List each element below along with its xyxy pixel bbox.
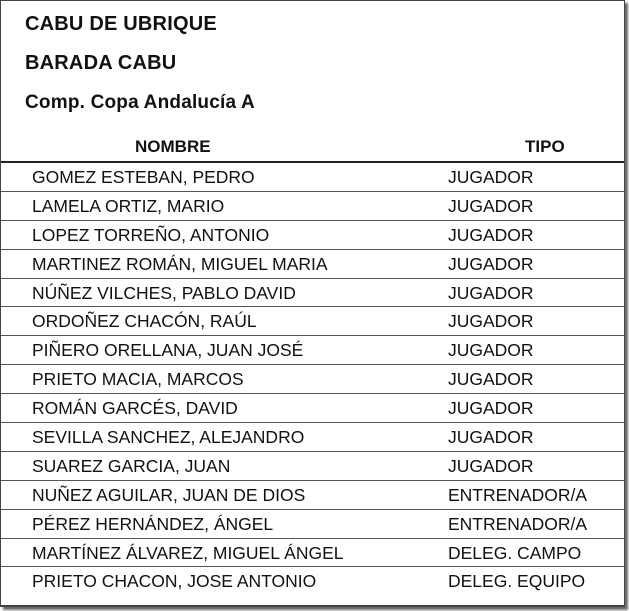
person-name: LAMELA ORTIZ, MARIO: [32, 195, 225, 216]
table-row: [1, 452, 624, 481]
table-row: [1, 481, 624, 510]
person-name: PÉREZ HERNÁNDEZ, ÁNGEL: [32, 513, 274, 534]
person-type: JUGADOR: [448, 398, 534, 419]
table-row: [1, 510, 624, 539]
table-header: [1, 135, 624, 163]
team-title: BARADA CABU: [25, 52, 177, 74]
person-type: DELEG. CAMPO: [448, 542, 582, 563]
table-row: [1, 394, 624, 423]
person-type: JUGADOR: [448, 167, 534, 187]
person-type: DELEG. EQUIPO: [448, 571, 586, 592]
table-row: [1, 221, 624, 250]
table-row: [1, 192, 624, 221]
person-name: NUÑEZ AGUILAR, JUAN DE DIOS: [32, 484, 306, 505]
person-name: ORDOÑEZ CHACÓN, RAÚL: [32, 311, 257, 332]
competition-title: Comp. Copa Andalucía A: [25, 92, 255, 113]
roster-rows: [1, 163, 624, 596]
person-name: MARTÍNEZ ÁLVAREZ, MIGUEL ÁNGEL: [32, 542, 344, 563]
person-type: JUGADOR: [448, 427, 534, 448]
table-row: [1, 163, 624, 192]
person-type: JUGADOR: [448, 455, 534, 476]
person-name: SUAREZ GARCIA, JUAN: [32, 455, 231, 476]
column-header-type: TIPO: [525, 137, 565, 156]
table-row: [1, 307, 624, 336]
person-type: ENTRENADOR/A: [448, 513, 588, 534]
table-row: [1, 539, 624, 568]
person-type: JUGADOR: [448, 282, 534, 303]
person-type: JUGADOR: [448, 224, 534, 245]
person-type: JUGADOR: [448, 195, 534, 216]
table-row: [1, 336, 624, 365]
person-name: PRIETO MACIA, MARCOS: [32, 369, 244, 390]
person-name: SEVILLA SANCHEZ, ALEJANDRO: [32, 427, 305, 448]
person-name: PRIETO CHACON, JOSE ANTONIO: [32, 571, 317, 592]
roster-table: [1, 135, 624, 596]
person-name: MARTINEZ ROMÁN, MIGUEL MARIA: [32, 253, 328, 274]
table-row: [1, 279, 624, 308]
person-name: NÚÑEZ VILCHES, PABLO DAVID: [32, 282, 296, 303]
person-type: ENTRENADOR/A: [448, 484, 588, 505]
person-type: JUGADOR: [448, 311, 534, 332]
person-name: PIÑERO ORELLANA, JUAN JOSÉ: [32, 340, 304, 361]
table-row: [1, 250, 624, 279]
person-name: LOPEZ TORREÑO, ANTONIO: [32, 224, 270, 245]
person-type: JUGADOR: [448, 253, 534, 274]
column-header-name: NOMBRE: [135, 137, 211, 156]
table-row: [1, 365, 624, 394]
table-row: [1, 567, 624, 596]
club-title: CABU DE UBRIQUE: [25, 13, 217, 35]
person-type: JUGADOR: [448, 369, 534, 390]
person-type: JUGADOR: [448, 340, 534, 361]
person-name: ROMÁN GARCÉS, DAVID: [32, 398, 238, 419]
table-row: [1, 423, 624, 452]
person-name: GOMEZ ESTEBAN, PEDRO: [32, 167, 255, 187]
